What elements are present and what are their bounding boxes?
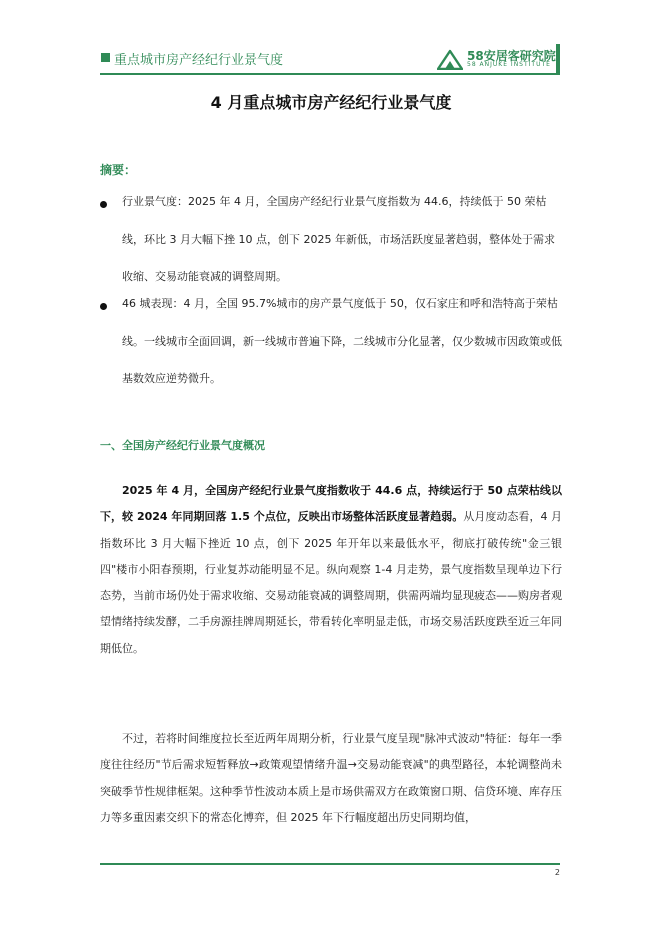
abstract-label: 摘要：	[100, 163, 137, 177]
bullet-text: 行业景气度：2025 年 4 月，全国房产经纪行业景气度指数为 44.6，持续低于 50 荣枯线，环比 3 月大幅下挫 10 点，创下 2025 年新低，市场活跃度显著趋弱，整体处于需求收缩、交易动能衰减的调整周期。	[122, 195, 555, 283]
page-number: 2	[554, 868, 560, 877]
header-title: 重点城市房产经纪行业景气度	[114, 53, 284, 68]
page-title: 4 月重点城市房产经纪行业景气度	[210, 93, 452, 112]
institute-logo	[437, 46, 556, 72]
paragraph-body: 从月度动态看，4 月指数环比 3 月大幅下挫近 10 点，创下 2025 年开年以来最低水平，彻底打破传统"金三银四"楼市小阳春预期，行业复苏动能明显不足。纵向观察 1-4 月走势，景气度指数呈现单边下行态势，当前市场仍处于需求收缩、交易动能衰减的调整周期，供需两端均显现疲态——购房者观望情绪持续发酵，二手房源挂牌周期延长，带看转化率明显走低，市场交易活跃度跌至近三年同期低位。	[100, 510, 562, 655]
header-divider	[100, 73, 560, 75]
header-square-icon	[101, 53, 110, 62]
paragraph-overview	[100, 478, 562, 662]
logo-text-cn: 58安居客研究院	[467, 49, 556, 63]
paragraph-bold-lead: 2025 年 4 月，全国房产经纪行业景气度指数收于 44.6 点，持续运行于 50 点荣枯线以下，较 2024 年同期回落 1.5 个点位，反映出市场整体活跃度显著趋弱。	[100, 484, 562, 524]
bullet-text: 46 城表现：4 月，全国 95.7%城市的房产景气度低于 50，仅石家庄和呼和浩特高于荣枯线。一线城市全面回调，新一线城市普遍下降，二线城市分化显著，仅少数城市因政策或低基数效应逆势微升。	[122, 297, 562, 385]
footer-divider	[100, 863, 560, 865]
bullet-dot-icon	[100, 303, 107, 310]
bullet-dot-icon	[100, 201, 107, 208]
house-logo-icon	[437, 48, 463, 70]
paragraph-cycle: 不过，若将时间维度拉长至近两年周期分析，行业景气度呈现"脉冲式波动"特征：每年一季度往往经历"节后需求短暂释放→政策观望情绪升温→交易动能衰减"的典型路径，本轮调整尚未突破季节性规律框架。这种季节性波动本质上是市场供需双方在政策窗口期、信贷环境、库存压力等多重因素交织下的常态化博弈，但 2025 年下行幅度超出历史同期均值，	[100, 732, 562, 824]
logo-text-en: 58 ANJUKE INSTITUTE	[467, 61, 551, 68]
section-heading: 一、全国房产经纪行业景气度概况	[100, 439, 265, 452]
header-accent-bar	[556, 44, 560, 74]
page-header	[92, 44, 562, 74]
